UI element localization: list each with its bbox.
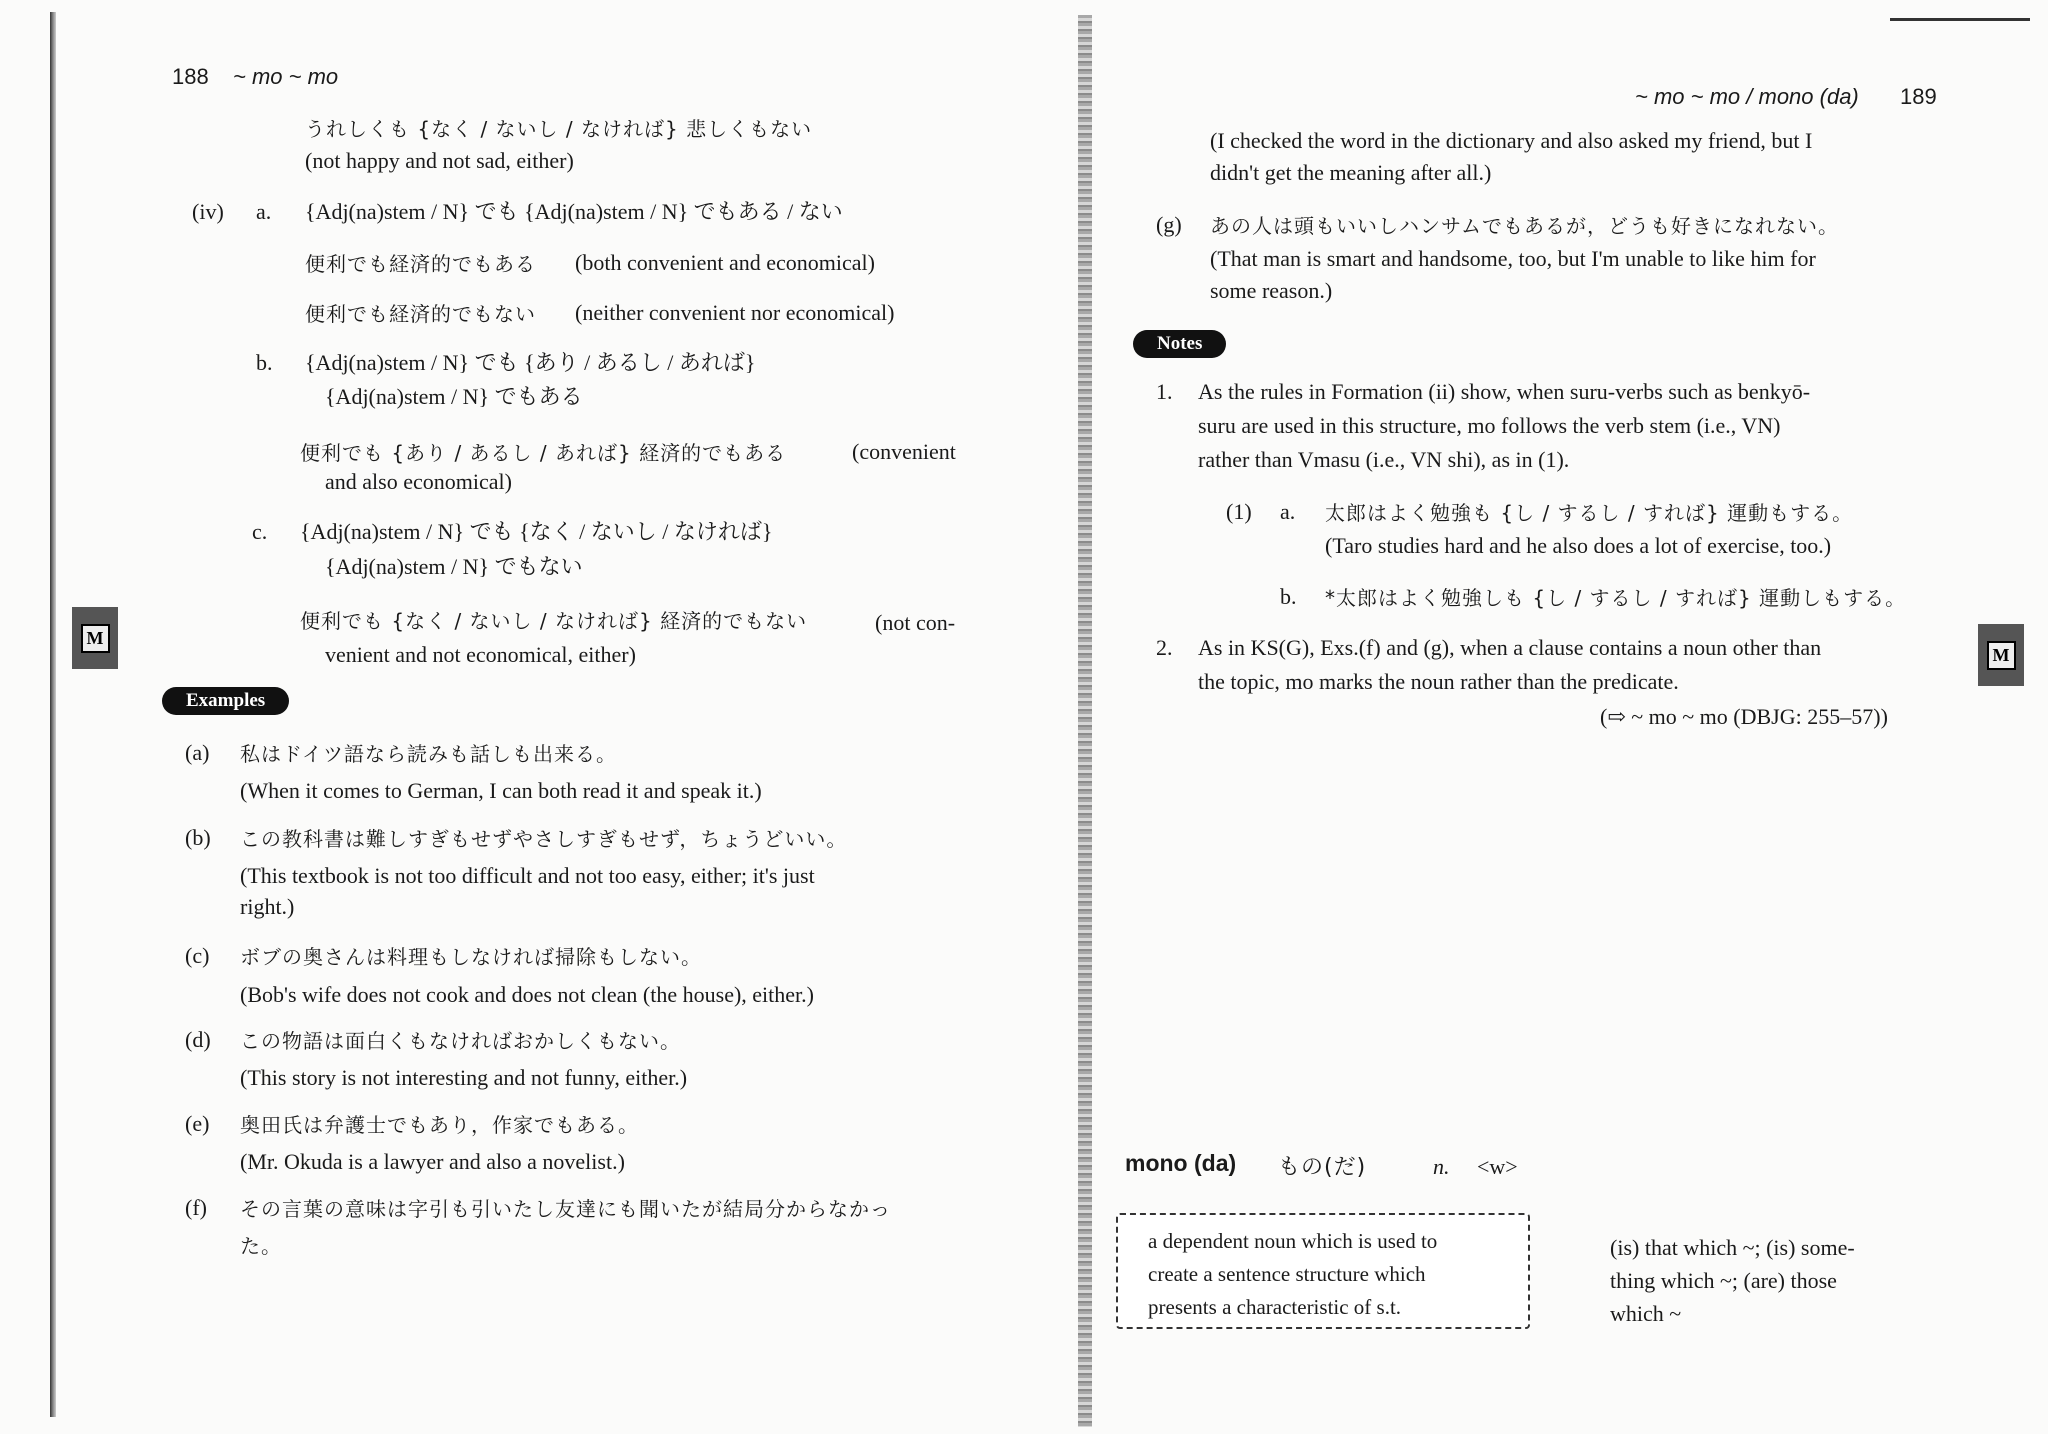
thumb-index-tab [1978,624,2024,686]
note-number: 2. [1156,635,1173,660]
gloss-line: (is) that which ~; (is) some- [1610,1235,1855,1260]
examples-label: Examples [162,687,289,715]
cont-en-2: didn't get the meaning after all.) [1210,160,1492,185]
example-label: (d) [185,1027,211,1052]
example-jp: あの人は頭もいいしハンサムでもあるが，どうも好きになれない。 [1210,214,1839,238]
note-example-a-en: (Taro studies hard and he also does a lot of exercise, too.) [1325,533,1832,558]
example-en: (When it comes to German, I can both read it and speak it.) [240,778,762,803]
top-rule [1890,18,2030,21]
example-en: (Bob's wife does not cook and does not clean (the house), either.) [240,982,814,1007]
note-example-b-label: b. [1280,584,1297,609]
gloss-also-economical: and also economical) [325,469,512,494]
tab-letter: M [81,624,110,653]
formula-b-1: {Adj(na)stem / N} でも {あり / あるし / あれば} [305,350,756,375]
line-benri-nai: 便利でも経済的でもない [305,302,536,326]
formula-b-2: {Adj(na)stem / N} でもある [325,384,583,409]
example-jp: その言葉の意味は字引も引いたし友達にも聞いたが結局分からなかっ [240,1197,891,1221]
part-of-speech: n. [1433,1154,1450,1179]
thumb-index-tab [72,607,118,669]
note-line: suru are used in this structure, mo follows the verb stem (i.e., VN) [1198,413,1781,438]
example-en: (This textbook is not too difficult and not too easy, either; it's just [240,863,815,888]
example-en: た。 [240,1234,282,1258]
definition-line: create a sentence structure which [1148,1262,1426,1286]
note-line: the topic, mo marks the noun rather than the predicate. [1198,669,1679,694]
definition-line: presents a characteristic of s.t. [1148,1295,1402,1319]
headword-jp: もの(だ) [1278,1155,1367,1180]
page-edge-shadow [50,12,56,1417]
example-en: some reason.) [1210,278,1333,303]
right-page-number: 189 [1900,84,1937,109]
example-en: (Mr. Okuda is a lawyer and also a novelist.) [240,1149,625,1174]
note-example-a-label: a. [1280,499,1296,524]
gloss-both: (both convenient and economical) [575,250,875,275]
headword: mono (da) [1125,1150,1237,1176]
cont-en-1: (I checked the word in the dictionary and also asked my friend, but I [1210,128,1813,153]
example-en: (That man is smart and handsome, too, but I'm unable to like him for [1210,246,1816,271]
left-page-number: 188 [172,64,209,89]
gloss-venient: venient and not economical, either) [325,642,636,667]
gloss-not-con: (not con- [875,610,956,635]
note-line: As the rules in Formation (ii) show, when suru-verbs such as benkyō- [1198,379,1811,404]
formula-a: {Adj(na)stem / N} でも {Adj(na)stem / N} でもある / ない [305,199,843,224]
register-tag: <w> [1477,1154,1518,1179]
note-line: As in KS(G), Exs.(f) and (g), when a clause contains a noun other than [1198,635,1822,660]
example-jp: ボブの奥さんは料理もしなければ掃除もしない。 [240,945,702,969]
example-label: (b) [185,825,211,850]
gloss-line: thing which ~; (are) those [1610,1268,1837,1293]
marker-a: a. [256,199,272,224]
line-b-example: 便利でも {あり / あるし / あれば} 経済的でもある [300,441,787,465]
book-gutter [1078,15,1092,1427]
notes-label: Notes [1133,330,1226,358]
line-benri-aru: 便利でも経済的でもある [305,252,536,276]
definition-line: a dependent noun which is used to [1148,1229,1438,1253]
example-jp: 奥田氏は弁護士でもあり，作家でもある。 [240,1113,639,1137]
marker-c: c. [252,519,268,544]
note-example-b-jp: *太郎はよく勉強しも {し / するし / すれば} 運動しもする。 [1325,586,1907,610]
marker-iv: (iv) [192,199,224,224]
note-example-a-jp: 太郎はよく勉強も {し / するし / すれば} 運動もする。 [1325,501,1854,525]
note-number: 1. [1156,379,1173,404]
note-example-number: (1) [1226,499,1252,524]
right-running-title: ~ mo ~ mo / mono (da) [1635,84,1859,109]
definition-box [1116,1213,1530,1329]
example-label: (g) [1156,212,1182,237]
marker-b: b. [256,350,273,375]
example-en: right.) [240,894,295,919]
example-jp: この物語は面白くもなければおかしくもない。 [240,1029,681,1053]
line-c-example: 便利でも {なく / ないし / なければ} 経済的でもない [300,609,808,633]
gloss-neither: (neither convenient nor economical) [575,300,895,325]
note-line: rather than Vmasu (i.e., VN shi), as in (1). [1198,447,1570,472]
line-not-happy: (not happy and not sad, either) [305,148,574,173]
example-en: (This story is not interesting and not funny, either.) [240,1065,688,1090]
left-running-title: ~ mo ~ mo [233,64,339,89]
line-ureshiku: うれしくも {なく / ないし / なければ} 悲しくもない [305,117,813,141]
example-jp: 私はドイツ語なら読みも話しも出来る。 [240,742,617,766]
example-label: (f) [185,1195,207,1220]
gloss-line: which ~ [1610,1301,1682,1326]
gloss-convenient: (convenient [852,439,956,464]
tab-letter: M [1987,641,2016,670]
formula-c-2: {Adj(na)stem / N} でもない [325,554,583,579]
example-label: (a) [185,740,210,765]
example-label: (e) [185,1111,210,1136]
example-jp: この教科書は難しすぎもせずやさしすぎもせず，ちょうどいい。 [240,827,848,851]
example-label: (c) [185,943,210,968]
cross-reference: (⇨ ~ mo ~ mo (DBJG: 255–57)) [1600,704,1888,729]
formula-c-1: {Adj(na)stem / N} でも {なく / ないし / なければ} [300,519,773,544]
